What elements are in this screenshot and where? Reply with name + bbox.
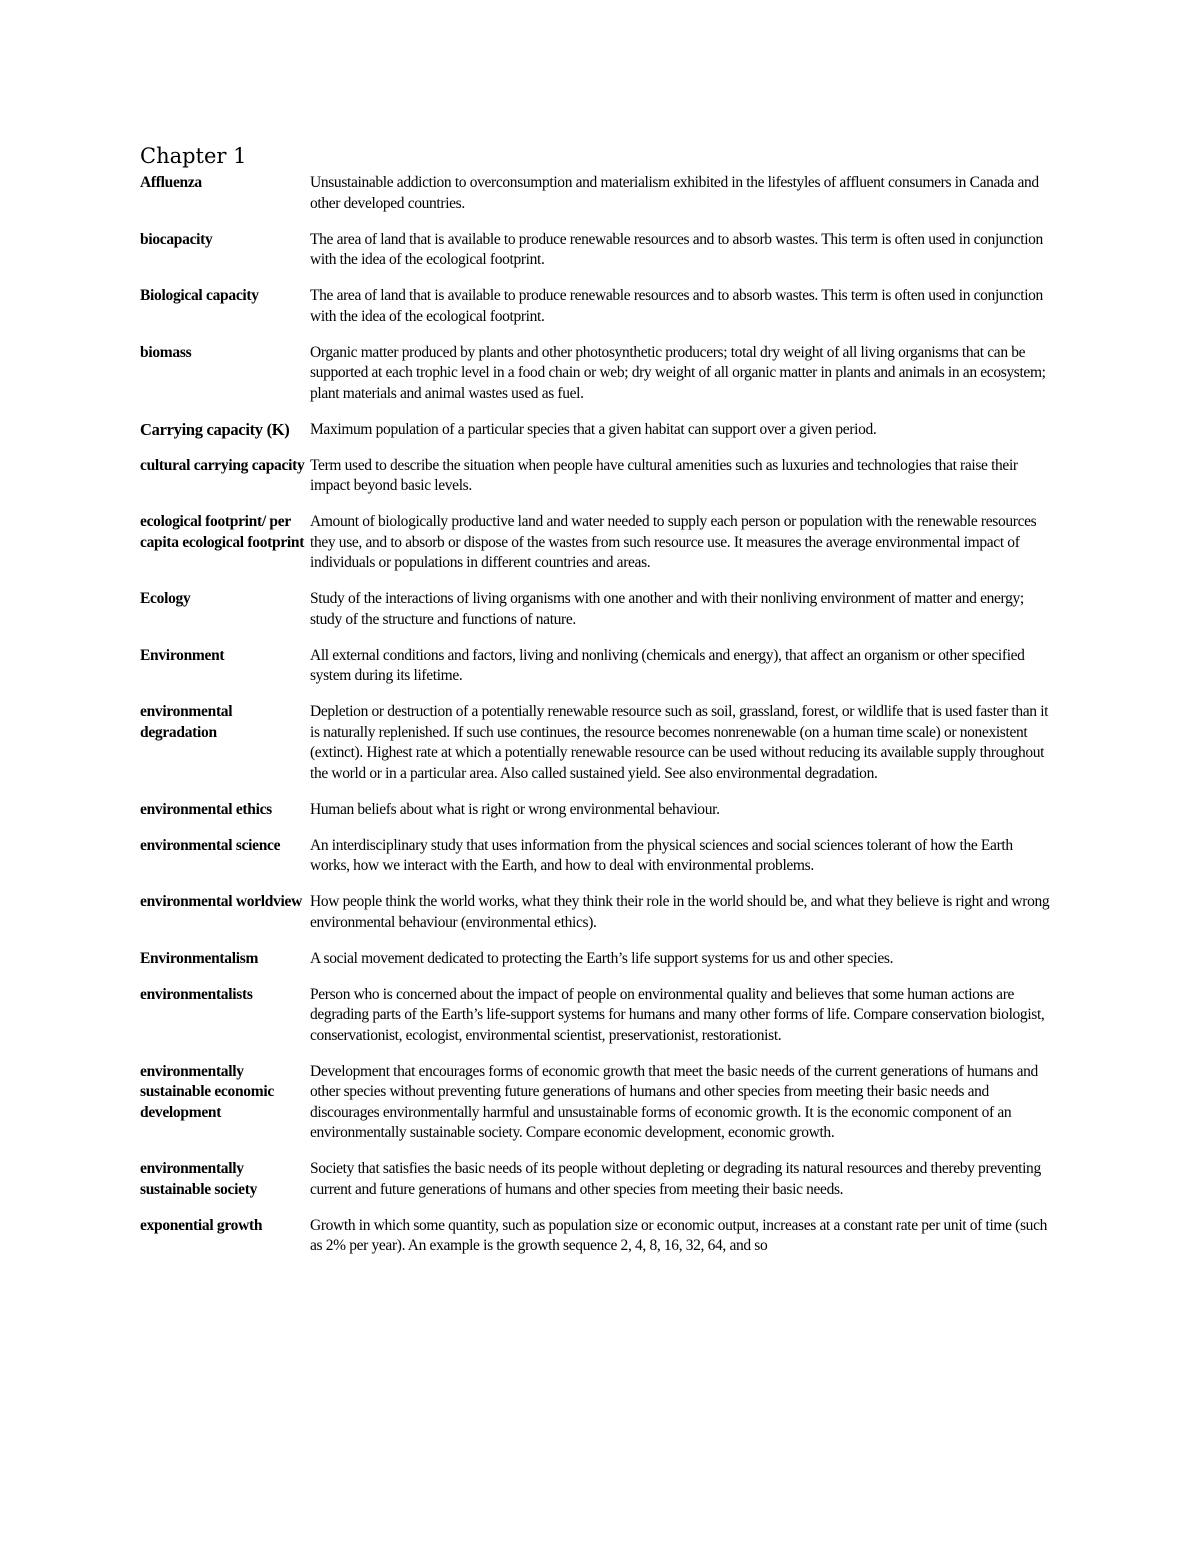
glossary-definition: Maximum population of a particular species that a given habitat can support over a given period. [310,420,877,438]
glossary-term: biocapacity [140,230,213,248]
glossary-definition: Person who is concerned about the impact of people on environmental quality and believes that some human actions are degrading parts of the Earth’s life-support systems for humans and many other forms of life. Compare conservation biologist, conservationist, ecologist, environmental scientist, preservationist, restorationist. [310,985,1045,1044]
glossary-entry [140,949,1050,970]
glossary-entry [140,589,1050,630]
glossary-entry [140,286,1050,327]
glossary-definition: Human beliefs about what is right or wrong environmental behaviour. [310,800,720,818]
glossary-definition: Unsustainable addiction to overconsumption and materialism exhibited in the lifestyles of affluent consumers in Canada and other developed countries. [310,174,1039,212]
glossary-entry [140,800,1050,821]
glossary-definition: Development that encourages forms of economic growth that meet the basic needs of the current generations of humans and other species without preventing future generations of humans and other species from meeting their basic needs and discourages environmentally harmful and unsustainable forms of economic growth. It is the economic component of an environmentally sustainable society. Compare economic development, economic growth. [310,1062,1038,1141]
glossary-definition: Amount of biologically productive land and water needed to supply each person or population with the renewable resources they use, and to absorb or dispose of the wastes from such resource use. It measures the average environmental impact of individuals or populations in different countries and areas. [310,513,1037,571]
glossary-term: Biological capacity [140,287,259,304]
glossary-entry [140,836,1050,877]
glossary-definition: An interdisciplinary study that uses information from the physical sciences and social sciences tolerant of how the Earth works, how we interact with the Earth, and how to deal with environmental problems. [310,836,1013,874]
document-page [140,142,1050,1272]
glossary-definition: Society that satisfies the basic needs of its people without depleting or degrading its natural resources and thereby preventing current and future generations of humans and other species from meeting their basic needs. [310,1160,1041,1198]
glossary-definition: All external conditions and factors, living and nonliving (chemicals and energy), that affect an organism or other specified system during its lifetime. [310,646,1025,684]
glossary-entry [140,646,1050,687]
glossary-entry [140,512,1050,574]
glossary-definition: Term used to describe the situation when people have cultural amenities such as luxuries and technologies that raise their impact beyond basic levels. [310,456,1018,494]
glossary-term: Environmentalism [140,949,259,967]
glossary-entry [140,1159,1050,1200]
glossary-entry [140,173,1050,214]
glossary-entry [140,1062,1050,1144]
glossary-term: environmental science [140,836,281,854]
glossary-list [140,173,1050,1257]
glossary-entry [140,456,1050,497]
glossary-definition: The area of land that is available to produce renewable resources and to absorb wastes. This term is often used in conjunction with the idea of the ecological footprint. [310,287,1043,325]
glossary-entry [140,230,1050,271]
glossary-term: biomass [140,343,192,361]
glossary-term: environmentalists [140,985,253,1003]
glossary-definition: Study of the interactions of living organisms with one another and with their nonliving environment of matter and energy; study of the structure and functions of nature. [310,590,1024,628]
glossary-entry [140,985,1050,1047]
glossary-term: Ecology [140,590,191,607]
glossary-entry [140,1216,1050,1257]
glossary-entry [140,892,1050,933]
glossary-term: Carrying capacity (K) [140,419,290,439]
glossary-entry [140,420,1050,441]
glossary-term: environmental worldview [140,893,303,910]
glossary-term: ecological footprint/ per capita ecological footprint [140,513,305,551]
glossary-term: environmentally sustainable society [140,1160,258,1198]
glossary-term: cultural carrying capacity [140,456,305,474]
chapter-title: Chapter 1 [140,144,247,168]
glossary-definition: How people think the world works, what they think their role in the world should be, and what they believe is right and wrong environmental behaviour (environmental ethics). [310,893,1050,931]
glossary-term: environmentally sustainable economic development [140,1062,274,1121]
glossary-entry [140,343,1050,405]
glossary-definition: Organic matter produced by plants and other photosynthetic producers; total dry weight of all living organisms that can be supported at each trophic level in a food chain or web; dry weight of all organic matter in plants and animals in an ecosystem; plant materials and animal wastes used as fuel. [310,343,1046,402]
glossary-term: Environment [140,646,225,664]
glossary-definition: Growth in which some quantity, such as population size or economic output, increases at a constant rate per unit of time (such as 2% per year). An example is the growth sequence 2, 4, 8, 16, 32, 64, and so [310,1216,1048,1254]
glossary-definition: The area of land that is available to produce renewable resources and to absorb wastes. This term is often used in conjunction with the idea of the ecological footprint. [310,230,1043,268]
glossary-entry [140,702,1050,784]
glossary-term: environmental ethics [140,800,272,818]
glossary-term: exponential growth [140,1216,263,1234]
glossary-definition: Depletion or destruction of a potentially renewable resource such as soil, grassland, forest, or wildlife that is used faster than it is naturally replenished. If such use continues, the resource becomes nonrenewable (on a human time scale) or nonexistent (extinct). Highest rate at which a potentially renewable resource can be used without reducing its available supply throughout the world or in a particular area. Also called sustained yield. See also environmental degradation. [310,703,1049,782]
glossary-term: Affluenza [140,174,202,191]
glossary-term: environmental degradation [140,703,233,741]
glossary-definition: A social movement dedicated to protecting the Earth’s life support systems for us and other species. [310,949,894,967]
